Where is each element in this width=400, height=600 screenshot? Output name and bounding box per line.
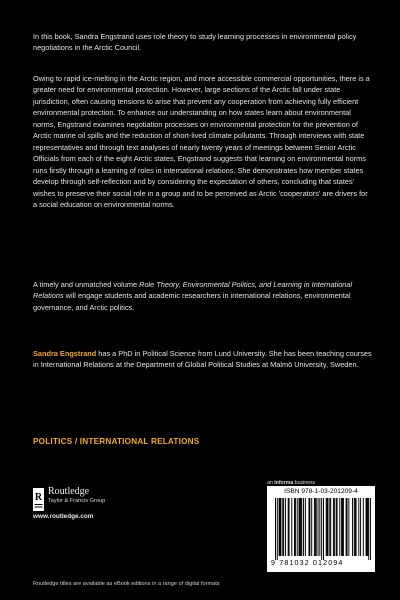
barcode-bar bbox=[291, 498, 292, 556]
barcode-bar bbox=[285, 498, 286, 556]
barcode-bar bbox=[297, 498, 298, 556]
barcode-bar bbox=[342, 498, 343, 556]
book-title: Role Theory, Environmental Politics, and Learning in International Relations bbox=[33, 280, 353, 301]
barcode-bar bbox=[366, 498, 367, 556]
isbn-label: ISBN 978-1-03-201209-4 bbox=[284, 488, 358, 495]
volume-text-before: A timely and unmatched volume bbox=[33, 280, 140, 289]
barcode-bar bbox=[356, 498, 357, 556]
barcode-bar bbox=[337, 498, 338, 556]
barcode-bar bbox=[347, 498, 348, 556]
barcode bbox=[267, 486, 375, 572]
barcode-bar bbox=[334, 498, 335, 556]
barcode-number bbox=[271, 558, 375, 567]
author-name: Sandra Engstrand bbox=[33, 349, 97, 358]
barcode-bar bbox=[299, 498, 300, 556]
barcode-bar bbox=[309, 498, 310, 556]
barcode-bar bbox=[327, 498, 328, 556]
barcode-lead-digit: 9 bbox=[271, 558, 277, 567]
barcode-bar bbox=[311, 498, 312, 556]
barcode-bar bbox=[300, 498, 301, 556]
barcode-bar bbox=[279, 498, 280, 556]
author-bio-text bbox=[33, 348, 373, 371]
barcode-bar bbox=[329, 498, 330, 556]
barcode-bar bbox=[288, 498, 289, 556]
barcode-bar bbox=[348, 498, 349, 556]
barcode-bar bbox=[366, 498, 367, 556]
publisher-group: Taylor & Francis Group bbox=[48, 498, 106, 504]
volume-paragraph bbox=[33, 279, 373, 313]
barcode-bar bbox=[309, 498, 310, 556]
barcode-bar bbox=[314, 498, 315, 556]
barcode-bar bbox=[294, 498, 295, 556]
barcode-bar bbox=[336, 498, 337, 556]
description-paragraph bbox=[33, 73, 373, 210]
barcode-bar bbox=[319, 498, 320, 556]
barcode-bar bbox=[358, 498, 359, 556]
barcode-bar bbox=[355, 498, 356, 556]
barcode-bar bbox=[343, 498, 344, 556]
volume-text-after: will engage students and academic researchers in international relations, environmental governance, and Arctic politics. bbox=[33, 291, 351, 312]
barcode-bar bbox=[303, 498, 304, 556]
barcode-bar bbox=[283, 498, 284, 556]
barcode-bar bbox=[323, 498, 324, 560]
barcode-bar bbox=[341, 498, 342, 556]
barcode-bar bbox=[363, 498, 364, 556]
barcode-group-1: 781032 bbox=[279, 558, 310, 567]
routledge-logo-letter: R bbox=[34, 492, 43, 503]
barcode-bars bbox=[275, 498, 371, 560]
barcode-bar bbox=[321, 498, 322, 560]
publisher-logo-block bbox=[33, 487, 105, 511]
barcode-bar bbox=[282, 498, 283, 556]
barcode-bar bbox=[316, 498, 317, 556]
subject-category: POLITICS / INTERNATIONAL RELATIONS bbox=[33, 437, 200, 446]
barcode-bar bbox=[326, 498, 327, 556]
barcode-bar bbox=[330, 498, 331, 556]
barcode-bar bbox=[333, 498, 334, 556]
author-bio-body: has a PhD in Political Science from Lund University. She has been teaching courses in International Relations at the Department of Global Political Studies at Malmö University, Sweden. bbox=[33, 349, 372, 370]
barcode-bar bbox=[354, 498, 355, 556]
intro-text: In this book, Sandra Engstrand uses role theory to study learning processes in environmental policy negotiations in the Arctic Council. bbox=[33, 32, 357, 53]
barcode-bar bbox=[318, 498, 319, 556]
description-text: Owing to rapid ice-melting in the Arctic region, and more accessible commercial opportunities, there is a greater need for environmental protection. However, large sections of the Arctic fall under state jurisdiction, often causing tensions to arise that prevent any cooperation from achieving fully efficient environmental protection. To enhance our understanding on how states learn about environmental norms, Engstrand examines negotiation processes on environmental protection for the prevention of Arctic marine oil spills and the reduction of short-lived climate pollutants. Through interviews with state representatives and through text analyses of nearly twenty years of meetings between Senior Arctic Officials from each of the eight Arctic states, Engstrand suggests that learning on environmental norms runs firstly through a learning of roles in international relations. She demonstrates how member states develop through self-reflection and by considering the expectation of others, concluding that states' wishes to preserve their social role in a group and to be perceived as Arctic 'cooperators' are drivers for a social education on environmental norms. bbox=[33, 74, 370, 209]
barcode-bar bbox=[360, 498, 361, 556]
barcode-bar bbox=[367, 498, 368, 556]
barcode-bar bbox=[275, 498, 276, 560]
intro-paragraph bbox=[33, 31, 373, 54]
barcode-bar bbox=[346, 498, 347, 556]
barcode-bar bbox=[352, 498, 353, 556]
barcode-bar bbox=[315, 498, 316, 556]
author-bio bbox=[33, 348, 373, 371]
barcode-bar bbox=[305, 498, 306, 556]
publisher-name: Routledge bbox=[48, 486, 90, 497]
barcode-bar bbox=[299, 498, 300, 556]
barcode-bar bbox=[295, 498, 296, 556]
barcode-bar bbox=[368, 498, 369, 560]
publisher-url[interactable]: www.routledge.com bbox=[33, 513, 94, 520]
barcode-bar bbox=[328, 498, 329, 556]
barcode-bar bbox=[280, 498, 281, 556]
barcode-bar bbox=[277, 498, 278, 560]
informa-brand: informa bbox=[274, 480, 294, 486]
ebook-note: Routledge titles are available as eBook editions in a range of digital formats bbox=[33, 581, 220, 587]
barcode-bar bbox=[370, 498, 371, 560]
informa-suffix: business bbox=[293, 480, 316, 486]
barcode-bar bbox=[301, 498, 302, 556]
barcode-bar bbox=[289, 498, 290, 556]
barcode-bar bbox=[339, 498, 340, 556]
informa-prefix: an bbox=[267, 480, 275, 486]
barcode-bar bbox=[280, 498, 281, 556]
barcode-group-2: 012094 bbox=[312, 558, 344, 567]
routledge-logo-icon bbox=[33, 488, 44, 511]
volume-text bbox=[33, 279, 373, 313]
